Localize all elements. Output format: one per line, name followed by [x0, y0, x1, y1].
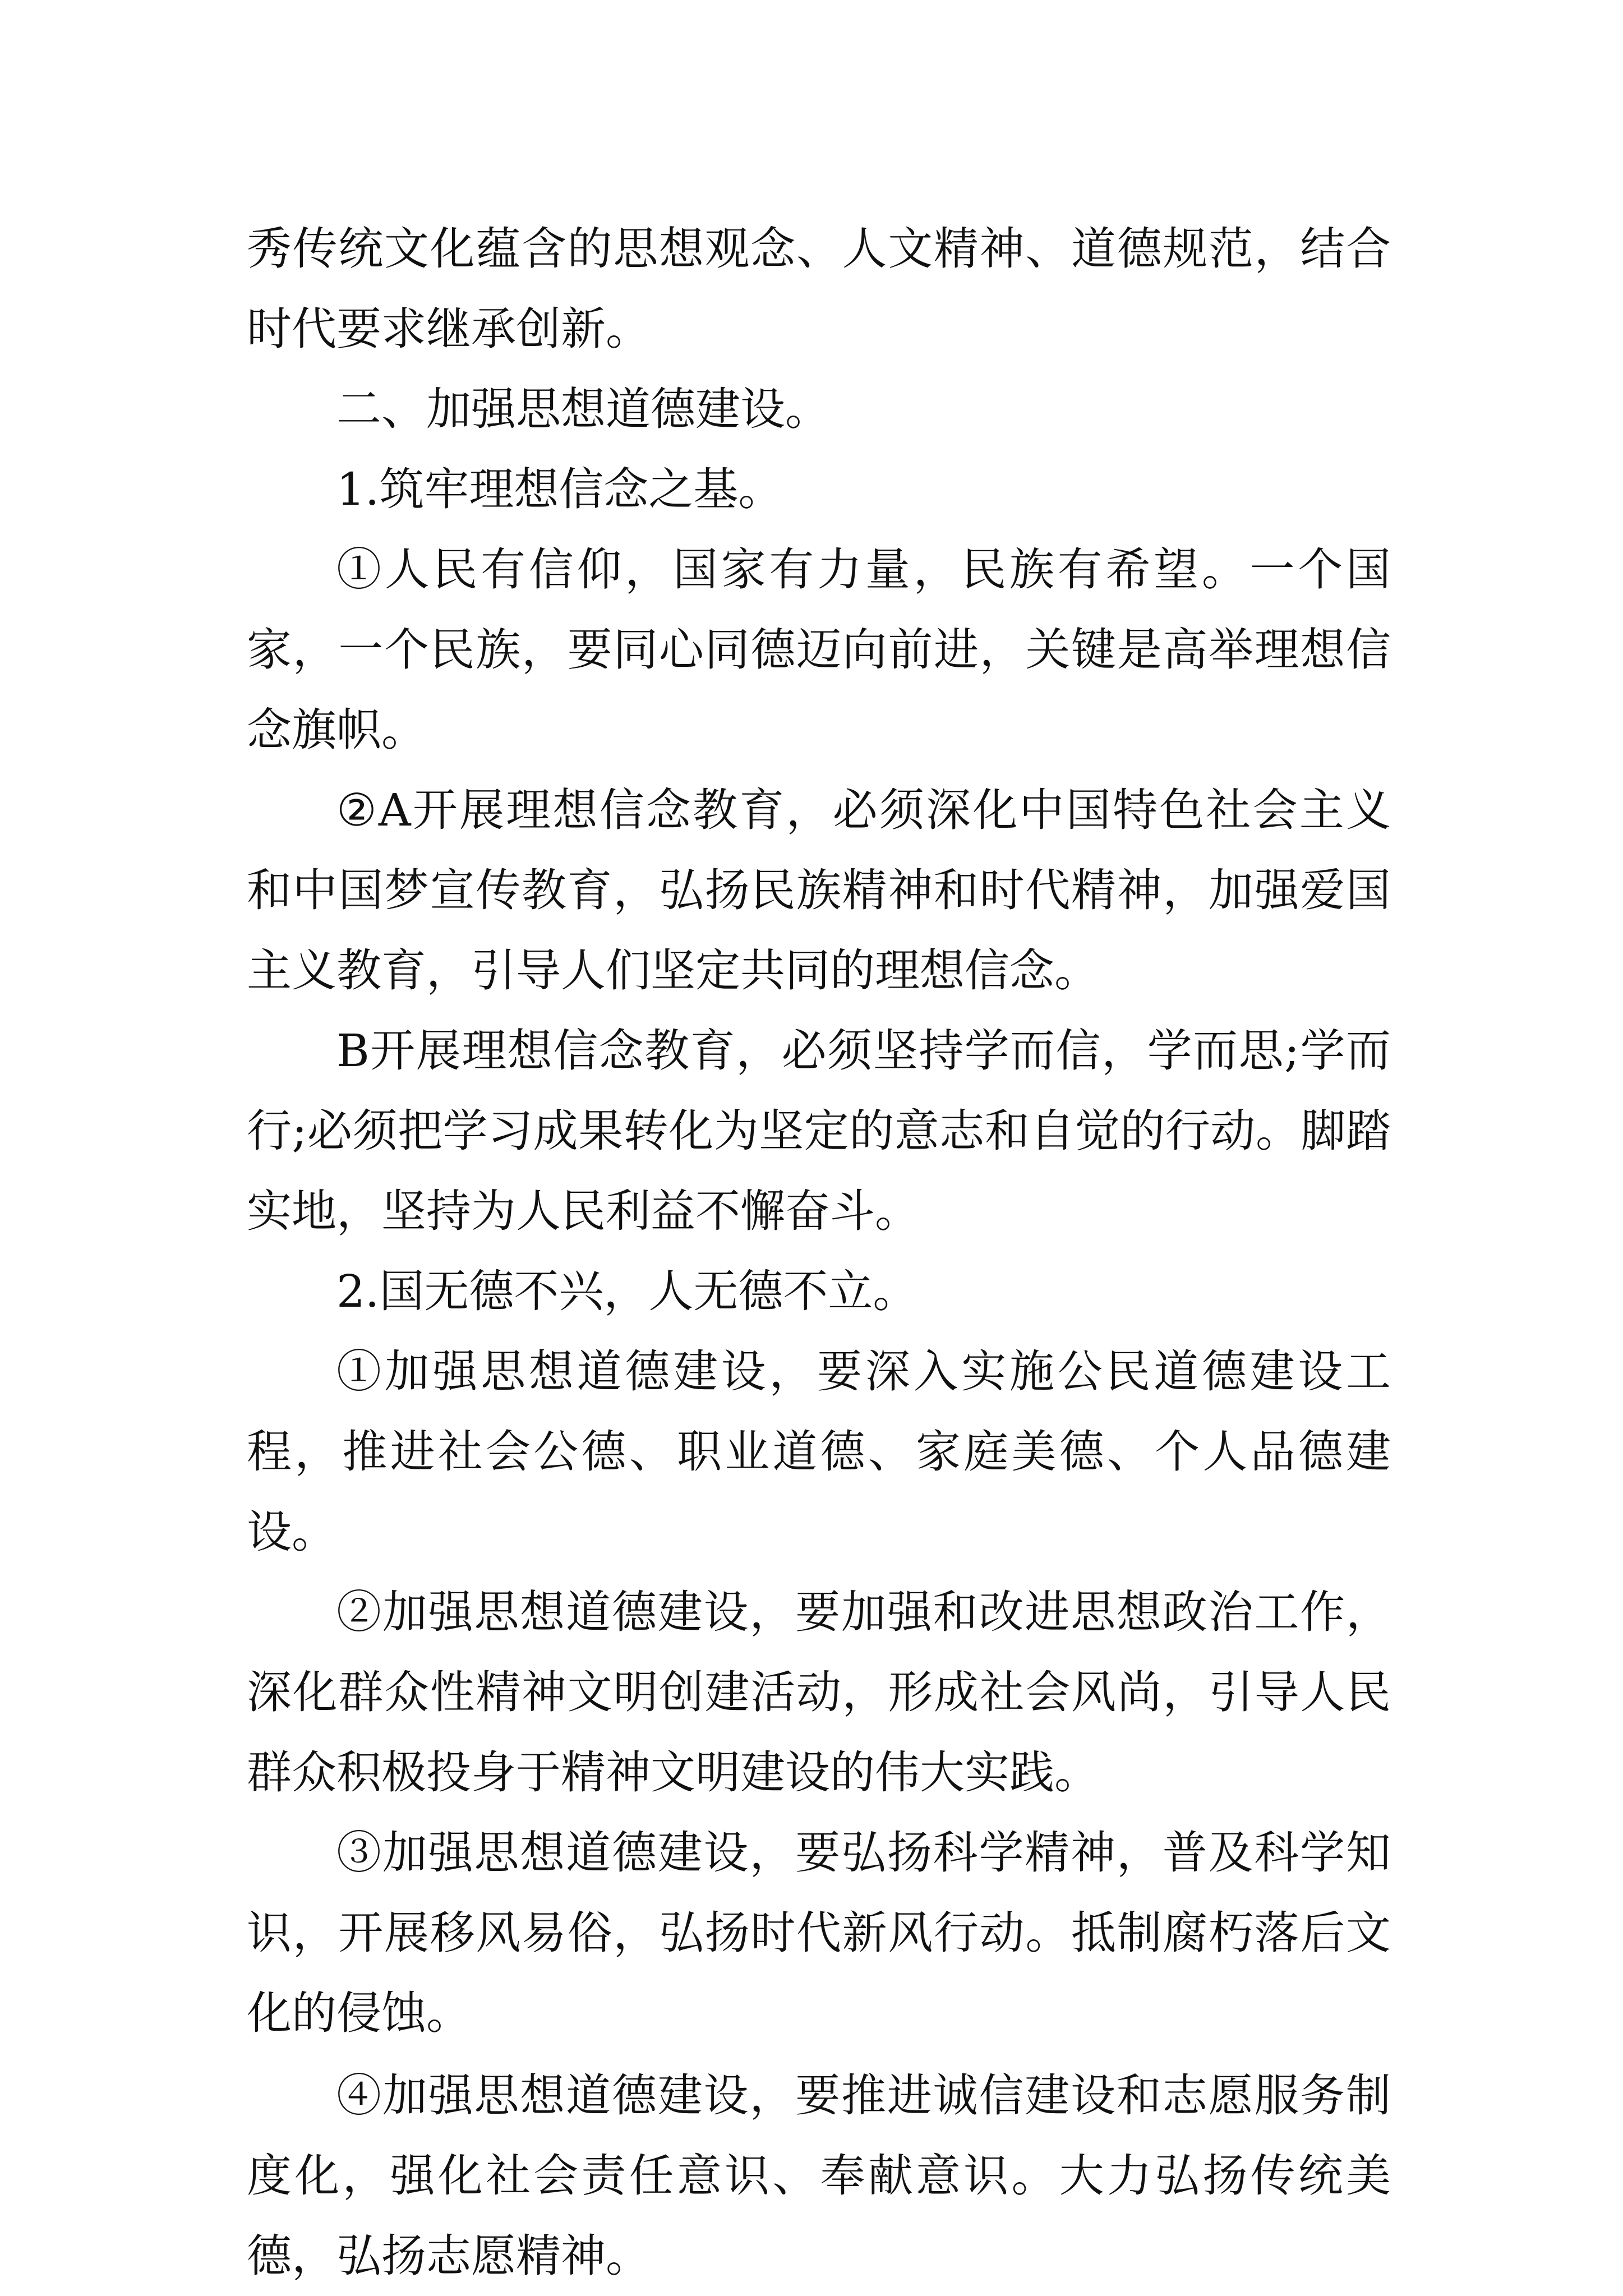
paragraph-continuation: 秀传统文化蕴含的思想观念、人文精神、道德规范，结合时代要求继承创新。	[247, 223, 1391, 355]
document-body	[247, 209, 1391, 2296]
paragraph-2-4: ④加强思想道德建设，要推进诚信建设和志愿服务制度化，强化社会责任意识、奉献意识。大力弘扬传统美德，弘扬志愿精神。	[247, 2069, 1391, 2282]
paragraph-1-2b: B开展理想信念教育，必须坚持学而信，学而思;学而行;必须把学习成果转化为坚定的意志和自觉的行动。脚踏实地，坚持为人民利益不懈奋斗。	[247, 1025, 1391, 1237]
paragraph-1-1: ①人民有信仰，国家有力量，民族有希望。一个国家，一个民族，要同心同德迈向前进，关键是高举理想信念旗帜。	[247, 543, 1391, 756]
subheading-1: 1.筑牢理想信念之基。	[336, 463, 783, 515]
paragraph-2-2: ②加强思想道德建设，要加强和改进思想政治工作，深化群众性精神文明创建活动，形成社会风尚，引导人民群众积极投身于精神文明建设的伟大实践。	[247, 1586, 1391, 1799]
subheading-2: 2.国无德不兴，人无德不立。	[336, 1265, 918, 1317]
section-heading-2: 二、加强思想道德建设。	[336, 383, 830, 435]
paragraph-2-1: ①加强思想道德建设，要深入实施公民道德建设工程，推进社会公德、职业道德、家庭美德、个人品德建设。	[247, 1345, 1391, 1558]
paragraph-1-2a: ②A开展理想信念教育，必须深化中国特色社会主义和中国梦宣传教育，弘扬民族精神和时代精神，加强爱国主义教育，引导人们坚定共同的理想信念。	[247, 784, 1391, 997]
paragraph-2-3: ③加强思想道德建设，要弘扬科学精神，普及科学知识，开展移风易俗，弘扬时代新风行动。抵制腐朽落后文化的侵蚀。	[247, 1827, 1391, 2039]
